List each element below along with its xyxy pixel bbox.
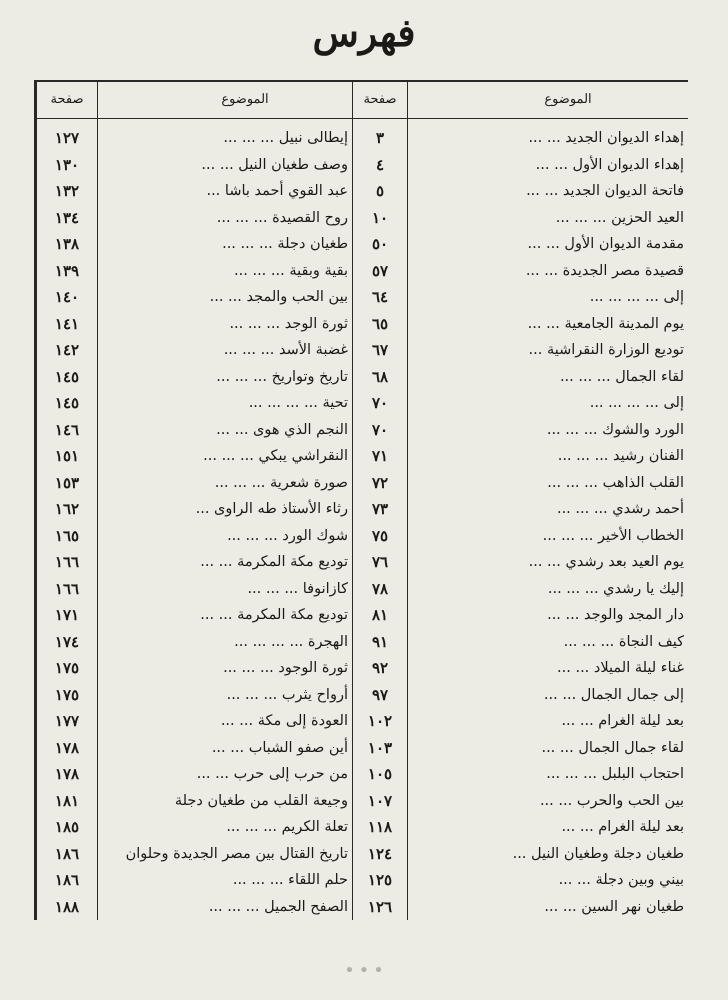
index-entry-topic: بعد ليلة الغرام ... ... [561, 713, 684, 729]
index-entry-topic: النقراشي يبكي ... ... ... [203, 448, 348, 464]
index-entry-topic: مقدمة الديوان الأول ... ... [527, 236, 684, 252]
index-entry-topic: دار المجد والوجد ... ... [547, 607, 684, 623]
index-entry-topic: تاريخ وتواريخ ... ... ... [216, 368, 348, 385]
index-entry-page: ٩٧ [371, 685, 389, 704]
index-entry-topic: وجيعة القلب من طغيان دجلة [174, 792, 348, 809]
index-entry-topic: الهجرة ... ... ... ... [234, 633, 348, 650]
index-entry-topic: لقاء الجمال ... ... ... [559, 368, 684, 385]
index-entry-page: ١٨٨ [54, 897, 80, 916]
index-entry-page: ١٧٨ [54, 765, 80, 783]
index-entry-page: ١٧٧ [54, 712, 80, 730]
index-entry-topic: لقاء جمال الجمال ... ... [541, 739, 684, 756]
index-entry-page: ١٨١ [54, 791, 80, 810]
index-entry-page: ١٢٧ [54, 129, 80, 147]
index-entry-page: ١٣٨ [54, 235, 80, 253]
right-page-list [353, 119, 407, 920]
index-entry-topic: النجم الذي هوى ... ... [216, 421, 348, 438]
index-entry-page: ١٤٢ [54, 341, 80, 359]
index-entry-topic: توديع مكة المكرمة ... ... [200, 554, 348, 570]
page-marker-dots: ••• [344, 960, 388, 981]
index-entry-topic: توديع الوزارة النقراشية ... [528, 342, 684, 358]
index-entry-topic: كازانوفا ... ... ... [247, 580, 348, 597]
index-entry-topic: طغيان دجلة ... ... ... [222, 236, 348, 252]
index-entry-topic: بين الحب والحرب ... ... [539, 792, 684, 809]
index-entry-page: ١٧٤ [54, 632, 80, 651]
index-entry-page: ١٢٦ [367, 897, 393, 916]
index-entry-topic: إلى ... ... ... ... [589, 395, 684, 411]
left-page-list [37, 119, 97, 920]
index-entry-page: ١٥٣ [54, 473, 80, 492]
index-entry-topic: ثورة الوجد ... ... ... [229, 315, 348, 332]
index-table [34, 80, 688, 920]
index-entry-page: ١٧٨ [54, 738, 80, 757]
left-page-header: صفحة [37, 82, 97, 119]
index-entry-topic: بيني وبين دجلة ... ... [558, 872, 684, 888]
index-entry-topic: وصف طغيان النيل ... ... [201, 156, 348, 173]
index-entry-page: ٦٥ [371, 314, 389, 333]
index-entry-topic: تعلة الكريم ... ... ... [226, 819, 348, 835]
index-entry-topic: تاريخ القتال بين مصر الجديدة وحلوان [125, 845, 348, 862]
index-entry-page: ١٨٦ [54, 871, 80, 889]
index-entry-topic: رثاء الأستاذ طه الراوى ... [195, 501, 348, 517]
index-entry-page: ١٣٩ [54, 261, 80, 280]
index-entry-topic: بقية وبقية ... ... ... [234, 262, 348, 279]
index-entry-page: ١١٨ [367, 818, 393, 836]
index-entry-topic: أين صفو الشباب ... ... [211, 739, 348, 756]
page-title: فهرس [312, 10, 416, 55]
index-entry-page: ٧٥ [371, 526, 389, 545]
index-entry-topic: إلى ... ... ... ... [589, 289, 684, 305]
right-topic-header: الموضوع [408, 82, 688, 119]
index-entry-topic: إهداء الديوان الأول ... ... [535, 156, 684, 173]
index-entry-topic: أرواح يثرب ... ... ... [226, 686, 348, 703]
index-entry-page: ١٠٣ [367, 738, 393, 757]
left-topic-header: الموضوع [98, 82, 352, 119]
index-entry-topic: طغيان نهر السين ... ... [544, 898, 684, 915]
index-entry-page: ١٥١ [54, 447, 80, 465]
index-entry-page: ١٠٥ [367, 765, 393, 783]
index-entry-page: ٨١ [371, 606, 389, 624]
index-entry-topic: يوم العيد بعد رشدي ... ... [528, 554, 684, 570]
index-entry-topic: من حرب إلى حرب ... ... [196, 766, 348, 782]
index-entry-topic: غناء ليلة الميلاد ... ... [557, 660, 684, 676]
index-entry-topic: فاتحة الديوان الجديد ... ... [526, 183, 684, 199]
index-entry-topic: الخطاب الأخير ... ... ... [542, 527, 684, 544]
index-entry-page: ١٨٦ [54, 844, 80, 863]
index-entry-page: ٧١ [371, 447, 389, 465]
index-entry-topic: القلب الذاهب ... ... ... [547, 474, 684, 491]
index-entry-page: ١٣٠ [54, 155, 80, 174]
index-entry-topic: إلى جمال الجمال ... ... [543, 686, 684, 703]
index-entry-topic: بين الحب والمجد ... ... [209, 289, 348, 305]
index-entry-page: ١٦٥ [54, 526, 80, 545]
index-entry-page: ١٦٦ [54, 553, 80, 571]
index-entry-topic: قصيدة مصر الجديدة ... ... [525, 262, 684, 279]
left-column-group [36, 82, 352, 920]
index-entry-page: ١٨٥ [54, 818, 80, 836]
index-entry-topic: احتجاب البلبل ... ... ... [546, 766, 684, 782]
index-entry-page: ١٦٦ [54, 579, 80, 598]
index-entry-topic: حلم اللقاء ... ... ... [232, 872, 348, 888]
left-page-column [36, 82, 98, 920]
index-entry-page: ٣ [375, 129, 385, 147]
index-entry-topic: روح القصيدة ... ... ... [216, 209, 348, 226]
index-entry-page: ٤ [375, 155, 385, 174]
index-entry-page: ١٢٥ [367, 871, 393, 889]
index-entry-page: ٧٢ [371, 473, 389, 492]
index-entry-page: ٩٢ [371, 659, 389, 677]
index-entry-page: ٧٠ [371, 394, 389, 412]
index-entry-topic: صورة شعرية ... ... ... [214, 474, 348, 491]
index-entry-topic: يوم المدينة الجامعية ... ... [527, 315, 684, 332]
index-entry-page: ١٧١ [54, 606, 80, 624]
index-entry-page: ٧٣ [371, 500, 389, 518]
index-entry-topic: الفنان رشيد ... ... ... [557, 448, 684, 464]
index-entry-page: ١٠ [371, 208, 389, 227]
index-entry-topic: شوك الورد ... ... ... [227, 527, 348, 544]
index-entry-page: ١٠٢ [367, 712, 393, 730]
right-page-header: صفحة [353, 82, 407, 119]
index-entry-page: ١٤٥ [54, 394, 80, 412]
index-entry-topic: طغيان دجلة وطغيان النيل ... [512, 845, 684, 862]
index-entry-topic: أحمد رشدي ... ... ... [556, 501, 684, 517]
index-entry-page: ١٢٤ [367, 844, 393, 863]
right-topic-column [408, 82, 688, 920]
index-entry-topic: العودة إلى مكة ... ... [220, 713, 348, 729]
index-entry-topic: تحية ... ... ... ... [248, 395, 348, 411]
index-entry-page: ١٣٤ [54, 208, 80, 227]
index-entry-topic: عبد القوي أحمد باشا ... [206, 183, 348, 199]
index-entry-page: ٩١ [371, 632, 389, 651]
left-topic-list [98, 119, 352, 920]
index-entry-page: ١٦٢ [54, 500, 80, 518]
index-entry-topic: إيطالى نبيل ... ... ... [223, 130, 348, 146]
index-entry-page: ٦٤ [371, 288, 389, 306]
index-entry-topic: إليك يا رشدي ... ... ... [547, 580, 684, 597]
right-topic-list [408, 119, 688, 920]
index-entry-topic: الورد والشوك ... ... ... [546, 421, 684, 438]
index-entry-page: ١٠٧ [367, 791, 393, 810]
index-entry-page: ١٧٥ [54, 685, 80, 704]
index-entry-page: ٥ [375, 182, 385, 200]
index-entry-topic: توديع مكة المكرمة ... ... [200, 607, 348, 623]
index-entry-page: ٥٠ [371, 235, 389, 253]
index-entry-topic: كيف النجاة ... ... ... [563, 633, 684, 650]
index-entry-topic: غضبة الأسد ... ... ... [223, 342, 348, 358]
left-topic-column [98, 82, 352, 920]
index-entry-topic: ثورة الوجود ... ... ... [223, 660, 348, 676]
index-entry-page: ٧٨ [371, 579, 389, 598]
right-page-column [352, 82, 408, 920]
index-entry-page: ٦٧ [371, 341, 389, 359]
index-entry-topic: بعد ليلة الغرام ... ... [561, 819, 684, 835]
index-entry-topic: الصفح الجميل ... ... ... [208, 898, 348, 915]
index-entry-page: ١٤٦ [54, 420, 80, 439]
index-entry-page: ٧٦ [371, 553, 389, 571]
index-entry-page: ٦٨ [371, 367, 389, 386]
index-entry-topic: إهداء الديوان الجديد ... ... [528, 130, 684, 146]
index-entry-topic: العيد الحزين ... ... ... [555, 209, 684, 226]
index-entry-page: ١٤٥ [54, 367, 80, 386]
index-entry-page: ١٤١ [54, 314, 80, 333]
index-entry-page: ٧٠ [371, 420, 389, 439]
index-entry-page: ٥٧ [371, 261, 389, 280]
index-entry-page: ١٤٠ [54, 288, 80, 306]
right-column-group [352, 82, 688, 920]
index-entry-page: ١٣٢ [54, 182, 80, 200]
index-entry-page: ١٧٥ [54, 659, 80, 677]
